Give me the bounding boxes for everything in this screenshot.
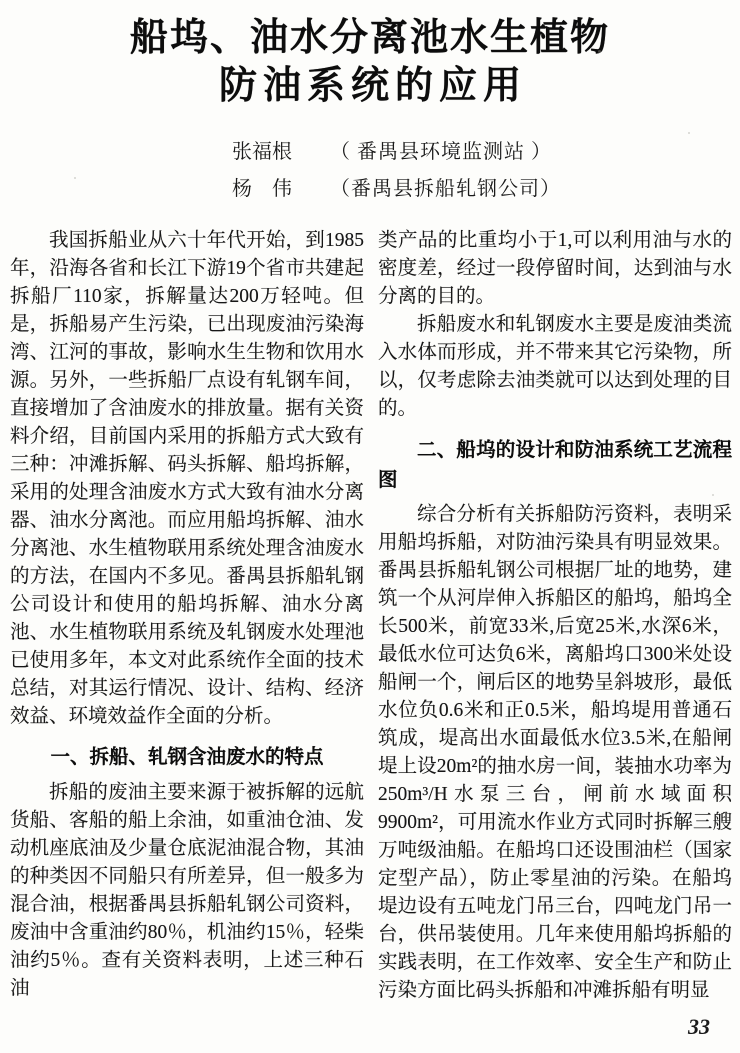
author-affiliation: （ 番禺县环境监测站 ） bbox=[330, 141, 552, 163]
paragraph-oil-density-continuation: 类产品的比重均小于1,可以利用油与水的密度差，经过一段停留时间，达到油与水分离的目的。 bbox=[378, 230, 732, 307]
page-number: 33 bbox=[688, 1014, 710, 1039]
article-title-line1: 船坞、油水分离池水生植物 bbox=[129, 17, 610, 59]
scanned-paper-page bbox=[0, 14, 740, 1053]
scan-speck bbox=[688, 132, 690, 134]
paragraph-waste-oil-characteristics: 拆船的废油主要来源于被拆解的远航货船、客船的船上余油，如重油仓油、发动机座底油及少量仓底泥油混合物，其油的种类因不同船只有所差异，但一般多为混合油，根据番禺县拆船轧钢公司资料，废油中含重油约80％，机油约15％，轻柴油约5％。查有关资料表明，上述三种石油 bbox=[10, 782, 364, 999]
author-name: 杨 伟 bbox=[232, 178, 292, 200]
author-name: 张福根 bbox=[232, 141, 292, 163]
section-heading-2: 二、船坞的设计和防油系统工艺流程图 bbox=[378, 439, 732, 491]
author-block bbox=[232, 140, 740, 201]
scan-speck bbox=[540, 34, 542, 36]
two-column-body bbox=[10, 227, 732, 1005]
scan-speck bbox=[704, 314, 706, 317]
scan-speck bbox=[598, 50, 601, 53]
author-row bbox=[232, 177, 740, 201]
author-row bbox=[232, 140, 740, 164]
scan-speck bbox=[74, 177, 76, 179]
right-column bbox=[378, 227, 732, 1005]
paragraph-wastewater-source: 拆船废水和轧钢废水主要是废油类流入水体而形成，并不带来其它污染物，所以，仅考虑除去油类就可以达到处理的目的。 bbox=[378, 314, 732, 419]
article-title-line2: 防油系统的应用 bbox=[218, 65, 527, 107]
scan-speck bbox=[46, 716, 48, 718]
author-affiliation: （番禺县拆船轧钢公司） bbox=[330, 178, 561, 200]
scan-speck bbox=[358, 579, 360, 581]
paragraph-intro: 我国拆船业从六十年代开始，到1985年，沿海各省和长江下游19个省市共建起拆船厂110家，拆解量达200万轻吨。但是，拆船易产生污染，已出现废油污染海湾、江河的事故，影响水生生物和饮用水源。另外，一些拆船厂点设有轧钢车间，直接增加了含油废水的排放量。据有关资料介绍，目前国内采用的拆船方式大致有三种：冲滩拆解、码头拆解、船坞拆解，采用的处理含油废水方式大致有油水分离器、油水分离池。而应用船坞拆解、油水分离池、水生植物联用系统处理含油废水的方法，在国内不多见。番禺县拆船轧钢公司设计和使用的船坞拆解、油水分离池、水生植物联用系统及轧钢废水处理池已使用多年，本文对此系统作全面的技术总结，对其运行情况、设计、结构、经济效益、环境效益作全面的分析。 bbox=[10, 230, 364, 727]
section-heading-1: 一、拆船、轧钢含油废水的特点 bbox=[50, 746, 324, 768]
paragraph-dock-design: 综合分析有关拆船防污资料，表明采用船坞拆船，对防油污染具有明显效果。番禺县拆船轧钢公司根据厂址的地势，建筑一个从河岸伸入拆船区的船坞，船坞全长500米，前宽33米,后宽25米,水深6米，最低水位可达负6米，离船坞口300米处设船闸一个，闸后区的地势呈斜坡形，最低水位负0.6米和正0.5米，船坞堤用普通石筑成，堤高出水面最低水位3.5米,在船闸堤上设20m²的抽水房一间，装抽水功率为250m³/H水泵三台，闸前水域面积9900m²，可用流水作业方式同时拆解三艘万吨级油船。在船坞口还设围油栏（国家定型产品），防止零星油的污染。在船坞堤边设有五吨龙门吊三台，四吨龙门吊一台，供吊装使用。几年来使用船坞拆船的实践表明，在工作效率、安全生产和防止污染方面比码头拆船和冲滩拆船有明显 bbox=[378, 504, 732, 1001]
scan-speck bbox=[712, 494, 714, 496]
left-column bbox=[10, 227, 364, 1005]
article-title bbox=[0, 14, 740, 110]
